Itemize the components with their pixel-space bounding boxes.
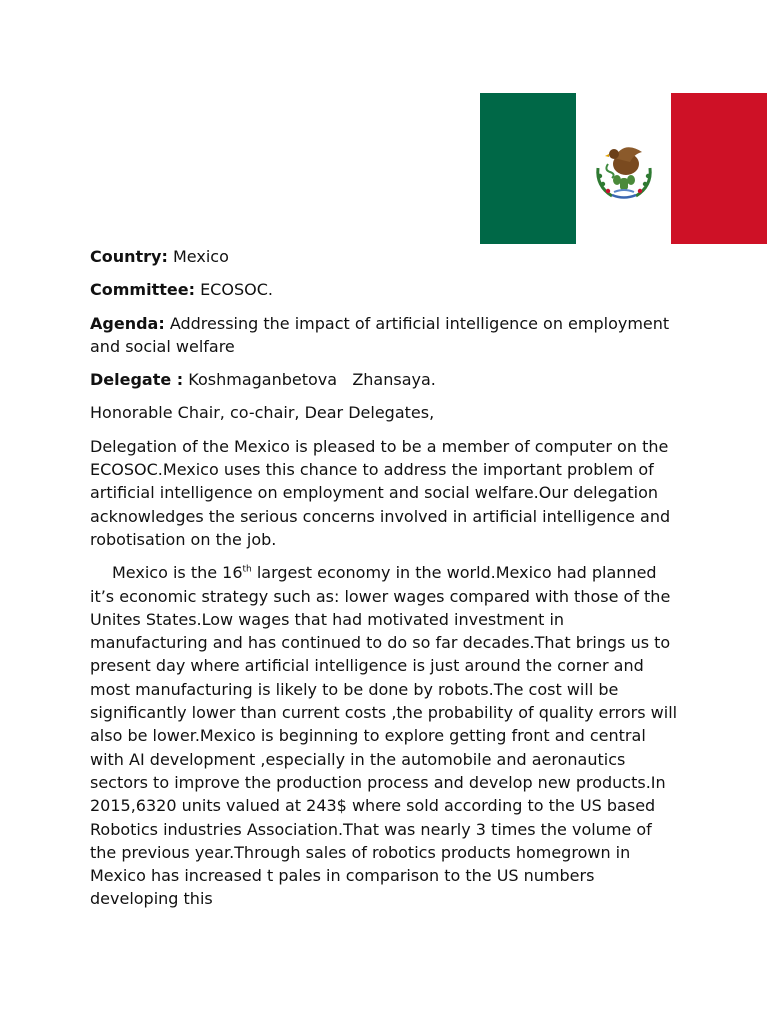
committee-line <box>90 278 680 301</box>
agenda-value: Addressing the impact of artificial intelligence on employment and social welfare <box>90 313 670 356</box>
position-paper <box>90 245 680 921</box>
committee-label: Committee: <box>90 280 195 300</box>
delegate-label: Delegate : <box>90 370 184 390</box>
delegate-line <box>90 368 680 391</box>
country-value: Mexico <box>172 247 229 266</box>
country-label: Country: <box>90 247 168 266</box>
salutation: Honorable Chair, co-chair, Dear Delegates, <box>90 403 435 423</box>
eagle-coat-of-arms-icon <box>584 134 664 204</box>
paragraph-economy-rest: largest economy in the world.Mexico had planned it’s economic strategy such as: lower wages compared with those of the Unites States.Low wages that had motivated investment in manufacturing and has continued to do so far decades.That brings us to present day where artificial intelligence is just around the corner and most manufacturing is likely to be done by robots.The cost will be significantly lower than current costs ,the probability of quality errors will also be lower.Mexico is beginning to explore getting front and central with AI development ,especially in the automobile and aeronautics sectors to improve the production process and develop new products.In 2015,6320 units valued at 243$ where sold according to the US based Robotics industries Association.That was nearly 3 times the volume of the previous year.Through sales of robotics products homegrown in Mexico has increased t pales in comparison to the US numbers developing this <box>90 563 678 909</box>
paragraph-economy-start: Mexico is the 16 <box>112 563 243 583</box>
committee-value: ECOSOC. <box>200 280 273 300</box>
flag-white-stripe <box>576 93 672 244</box>
paragraph-economy <box>90 561 680 910</box>
paragraph-intro: Delegation of the Mexico is pleased to be a member of computer on the ECOSOC.Mexico uses this chance to address the important problem of artificial intelligence on employment and social welfare.Our delegation acknowledges the serious concerns involved in artificial intelligence and robotisation on the job. <box>90 436 671 549</box>
flag-green-stripe <box>480 93 576 244</box>
delegate-value: Koshmaganbetova Zhansaya. <box>188 370 436 390</box>
ordinal-suffix: th <box>242 564 252 575</box>
country-line <box>90 245 680 268</box>
flag-red-stripe <box>671 93 767 244</box>
agenda-label: Agenda: <box>90 313 165 333</box>
mexico-flag <box>480 93 767 244</box>
agenda-line <box>90 312 680 359</box>
